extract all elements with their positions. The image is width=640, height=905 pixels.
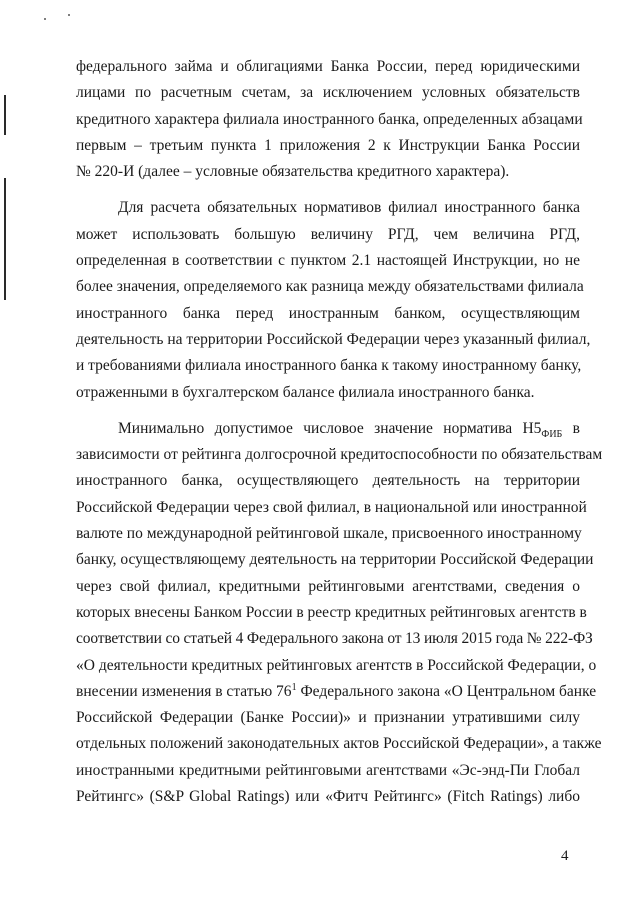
text-line: Российской Федерации (Банке России)» и признании утратившими силу [76, 709, 580, 727]
norm-subscript: ФИБ [541, 428, 563, 440]
text-line: иностранного банка, осуществляющего деятельность на территории [76, 472, 580, 490]
text-line: «О деятельности кредитных рейтинговых агентств в Российской Федерации, о [76, 656, 597, 674]
margin-revision-bar [4, 95, 6, 135]
scan-speck [44, 18, 46, 20]
document-body [76, 54, 603, 810]
article-superscript: 1 [291, 681, 297, 693]
text-line: и требованиями филиала иностранного банка к такому иностранному банку, [76, 357, 582, 375]
text-line: первым – третьим пункта 1 приложения 2 к Инструкции Банка России [76, 136, 580, 154]
paragraph-1 [76, 54, 583, 185]
text-line: отдельных положений законодательных актов Российской Федерации», а также [76, 735, 602, 753]
text-line: кредитного характера филиала иностранного банка, определенных абзацами [76, 110, 583, 128]
text-line-with-subscript [76, 416, 580, 442]
text-line: банку, осуществляющему деятельность на территории Российской Федерации [76, 551, 594, 569]
text-line: определенная в соответствии с пунктом 2.1 настоящей Инструкции, но не [76, 252, 580, 270]
text-line: лицами по расчетным счетам, за исключением условных обязательств [76, 84, 580, 102]
text-line: иностранного банка перед иностранным банком, осуществляющим [76, 304, 580, 322]
text-line: отраженными в бухгалтерском балансе филиала иностранного банка. [76, 383, 535, 401]
text-line: которых внесены Банком России в реестр кредитных рейтинговых агентств в [76, 603, 587, 621]
text-line: Для расчета обязательных нормативов филиал иностранного банка [118, 199, 580, 217]
text-line: Рейтингс» (S&P Global Ratings) или «Фитч Рейтингс» (Fitch Ratings) либо [76, 788, 580, 806]
norm-text: Минимально допустимое числовое значение норматива Н5 [118, 419, 542, 437]
scan-speck [68, 14, 70, 16]
text-line: федерального займа и облигациями Банка России, перед юридическими [76, 58, 580, 75]
text-line-with-superscript [76, 679, 597, 705]
text-line: валюте по международной рейтинговой шкале, присвоенного иностранному [76, 525, 582, 543]
text-line: соответствии со статьей 4 Федерального закона от 13 июля 2015 года № 222-ФЗ [76, 630, 593, 648]
text-line: деятельность на территории Российской Федерации через указанный филиал, [76, 330, 591, 348]
text-line: через свой филиал, кредитными рейтинговыми агентствами, сведения о [76, 577, 580, 595]
text-line: зависимости от рейтинга долгосрочной кредитоспособности по обязательствам [76, 446, 603, 464]
text-line: иностранными кредитными рейтинговыми агентствами «Эс-энд-Пи Глобал [76, 761, 580, 779]
page-number: 4 [561, 848, 569, 864]
paragraph-2 [76, 195, 591, 405]
text-line: может использовать большую величину РГД, чем величина РГД, [76, 225, 580, 243]
norm-text-tail: в [562, 419, 580, 437]
paragraph-3 [76, 416, 603, 810]
margin-revision-bar [4, 178, 6, 300]
law-text-tail: Федерального закона «О Центральном банке [296, 682, 597, 700]
text-line: Российской Федерации через свой филиал, в национальной или иностранной [76, 498, 587, 516]
law-text: внесении изменения в статью 76 [76, 682, 292, 700]
text-line: № 220-И (далее – условные обязательства кредитного характера). [76, 163, 510, 181]
text-line: более значения, определяемого как разница между обязательствами филиала [76, 278, 584, 296]
